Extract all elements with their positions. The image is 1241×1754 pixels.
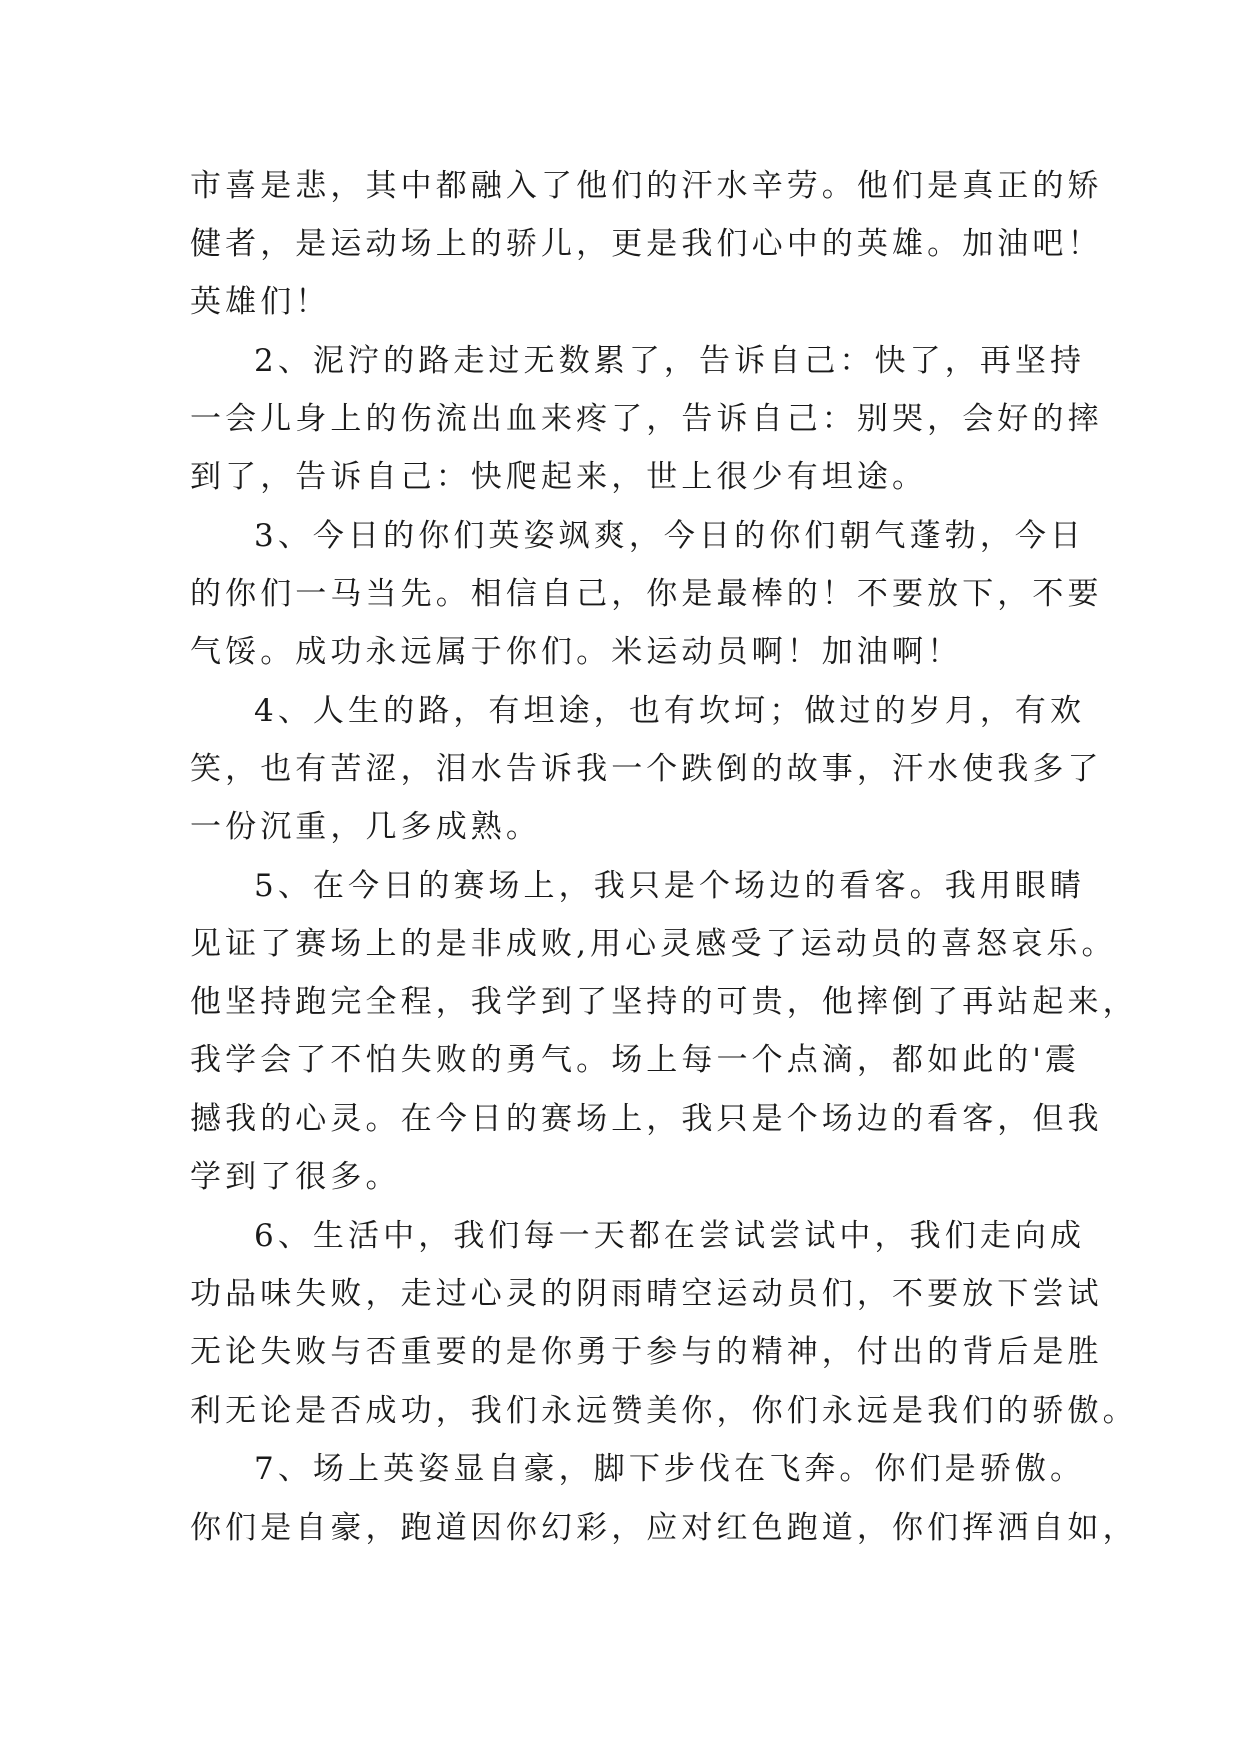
paragraph-5-start: 5、在今日的赛场上，我只是个场边的看客。我用眼睛 (254, 868, 1086, 904)
text-line: 气馁。成功永远属于你们。米运动员啊！加油啊！ (190, 634, 963, 670)
text-line: 撼我的心灵。在今日的赛场上，我只是个场边的看客，但我 (190, 1101, 1103, 1137)
text-line: 利无论是否成功，我们永远赞美你，你们永远是我们的骄傲。 (190, 1393, 1138, 1429)
text-line: 到了，告诉自己：快爬起来，世上很少有坦途。 (190, 459, 928, 495)
text-line: 英雄们！ (190, 284, 331, 320)
text-line: 笑，也有苦涩，泪水告诉我一个跌倒的故事，汗水使我多了 (190, 751, 1103, 787)
paragraph-7-start: 7、场上英姿显自豪，脚下步伐在飞奔。你们是骄傲。 (254, 1451, 1086, 1487)
paragraph-3-start: 3、今日的你们英姿飒爽，今日的你们朝气蓬勃，今日 (254, 518, 1086, 554)
text-line: 无论失败与否重要的是你勇于参与的精神，付出的背后是胜 (190, 1334, 1103, 1370)
text-line: 健者，是运动场上的骄儿，更是我们心中的英雄。加油吧！ (190, 226, 1103, 262)
text-line: 见证了赛场上的是非成败,用心灵感受了运动员的喜怒哀乐。 (190, 926, 1117, 962)
text-line: 他坚持跑完全程，我学到了坚持的可贵，他摔倒了再站起来， (190, 984, 1138, 1020)
text-line: 一会儿身上的伤流出血来疼了，告诉自己：别哭，会好的摔 (190, 401, 1103, 437)
text-line: 一份沉重，几多成熟。 (190, 809, 541, 845)
text-line: 的你们一马当先。相信自己，你是最棒的！不要放下，不要 (190, 576, 1103, 612)
paragraph-6-start: 6、生活中，我们每一天都在尝试尝试中，我们走向成 (254, 1218, 1086, 1254)
text-line: 市喜是悲，其中都融入了他们的汗水辛劳。他们是真正的矫 (190, 168, 1103, 204)
paragraph-2-start: 2、泥泞的路走过无数累了，告诉自己：快了，再坚持 (254, 343, 1086, 379)
text-line: 我学会了不怕失败的勇气。场上每一个点滴，都如此的'震 (190, 1042, 1081, 1078)
text-line: 学到了很多。 (190, 1159, 401, 1195)
paragraph-4-start: 4、人生的路，有坦途，也有坎坷；做过的岁月，有欢 (254, 693, 1086, 729)
text-line: 功品味失败，走过心灵的阴雨晴空运动员们，不要放下尝试 (190, 1276, 1103, 1312)
text-line: 你们是自豪，跑道因你幻彩，应对红色跑道，你们挥洒自如， (190, 1510, 1138, 1546)
